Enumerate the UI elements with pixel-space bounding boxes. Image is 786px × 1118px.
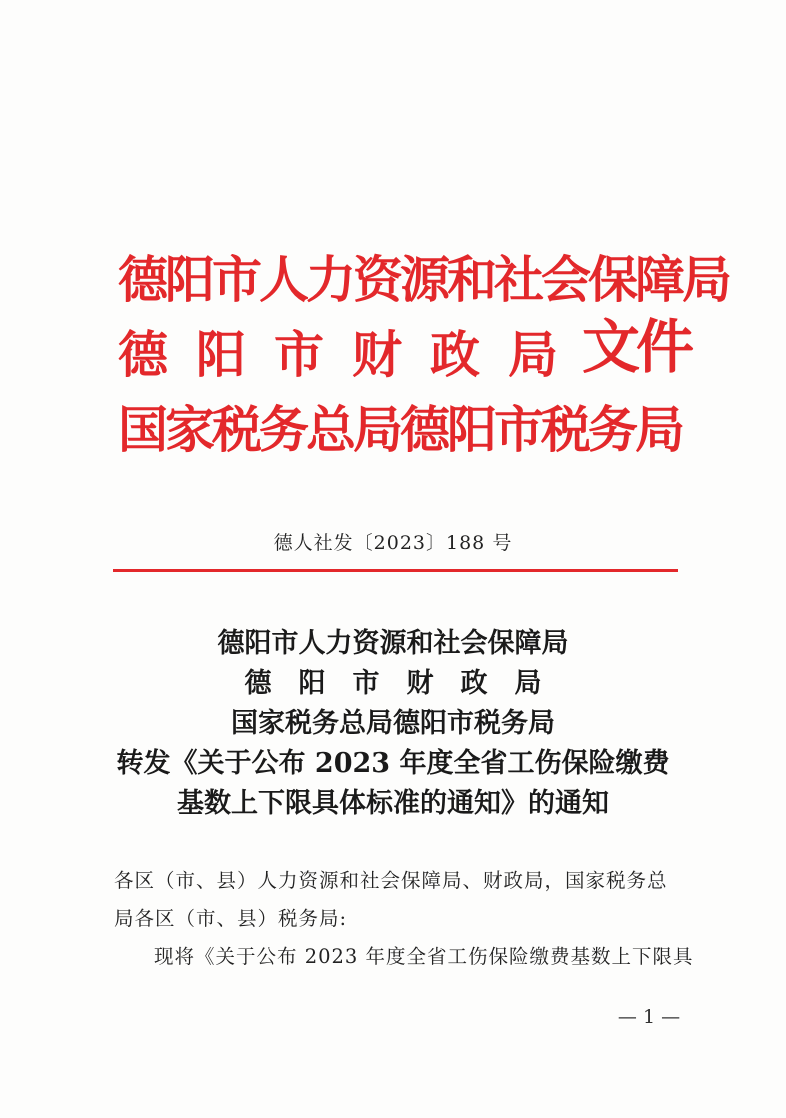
document-title xyxy=(90,624,696,824)
masthead-issuer-hrss: 德阳市人力资源和社会保障局 xyxy=(118,250,729,309)
page-number: — 1 — xyxy=(617,1006,681,1028)
masthead-issuer-finance: 德阳市财政局 xyxy=(118,325,586,384)
masthead-document-suffix: 文件 xyxy=(582,313,691,381)
title-line-hrss: 德阳市人力资源和社会保障局 xyxy=(217,628,569,659)
document-number: 德人社发〔2023〕188 号 xyxy=(273,532,513,554)
red-separator-rule xyxy=(113,569,678,572)
salutation-line-2: 局各区（市、县）税务局: xyxy=(114,907,348,930)
salutation xyxy=(114,862,680,938)
title-line-finance: 德阳市财政局 xyxy=(244,668,569,699)
title-line-subject-1: 转发《关于公布 2023 年度全省工伤保险缴费 xyxy=(116,748,670,779)
body-paragraph: 现将《关于公布 2023 年度全省工伤保险缴费基数上下限具 xyxy=(154,945,694,968)
salutation-line-1: 各区（市、县）人力资源和社会保障局、财政局，国家税务总 xyxy=(114,869,668,892)
title-line-tax: 国家税务总局德阳市税务局 xyxy=(231,708,555,739)
red-masthead xyxy=(118,250,729,480)
title-line-subject-2: 基数上下限具体标准的通知》的通知 xyxy=(177,788,609,819)
masthead-issuer-tax: 国家税务总局德阳市税务局 xyxy=(118,400,682,459)
